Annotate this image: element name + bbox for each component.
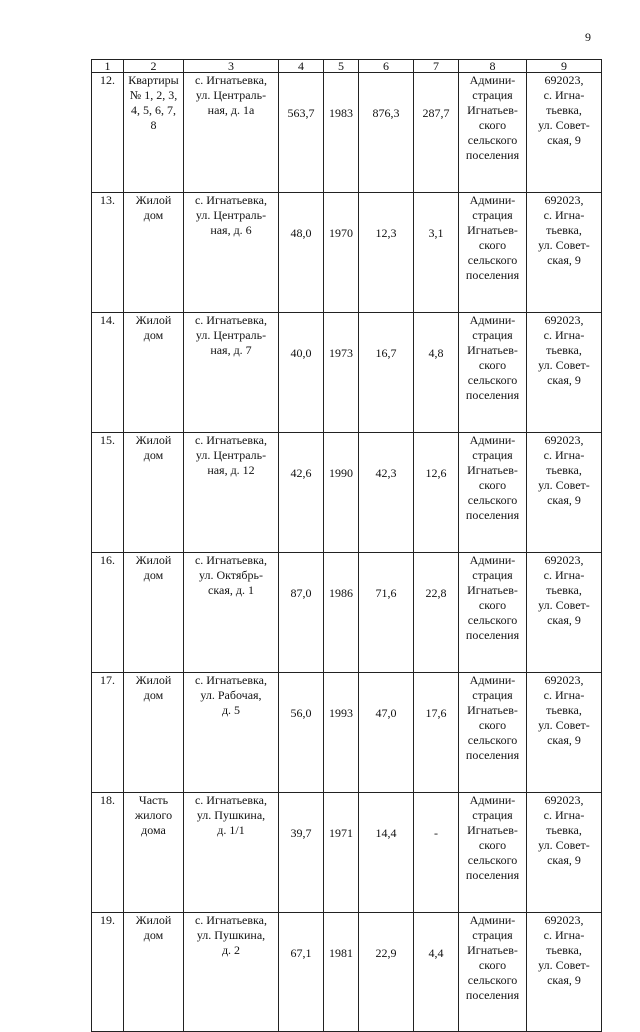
column-6-value: 12,3 <box>359 193 414 313</box>
holder-name-line: страция <box>472 688 513 702</box>
holder-name-line: Игнатьев- <box>467 703 518 717</box>
row-number: 16. <box>92 553 124 673</box>
row-number: 18. <box>92 793 124 913</box>
object-name-line: дом <box>143 208 164 222</box>
column-7-value: 4,8 <box>414 313 459 433</box>
holder-address-line: 692023, <box>544 553 584 567</box>
column-6-value: 22,9 <box>359 913 414 1032</box>
object-address-line: ная, д. 7 <box>210 343 252 357</box>
object-address-line: с. Игнатьевка, <box>194 433 268 447</box>
object-address <box>184 313 279 433</box>
holder-address-line: ская, 9 <box>547 253 581 267</box>
object-address-line: с. Игнатьевка, <box>194 313 268 327</box>
holder-address-line: ул. Совет- <box>538 958 590 972</box>
column-header: 1 <box>92 60 124 73</box>
table-row <box>92 73 602 193</box>
column-6-value: 16,7 <box>359 313 414 433</box>
column-6-value: 876,3 <box>359 73 414 193</box>
holder-address-line: тьевка, <box>546 583 582 597</box>
object-address-line: д. 1/1 <box>217 823 245 837</box>
holder-address-line: ул. Совет- <box>538 478 590 492</box>
object-name <box>124 193 184 313</box>
object-address-line: ул. Октябрь- <box>199 568 263 582</box>
holder-address <box>527 193 602 313</box>
object-address-line: д. 2 <box>221 943 241 957</box>
column-header: 4 <box>279 60 324 73</box>
object-name-line: дом <box>143 688 164 702</box>
object-address-line: ная, д. 12 <box>207 463 255 477</box>
object-address-line: ная, д. 6 <box>210 223 252 237</box>
holder-address-line: 692023, <box>544 73 584 87</box>
object-name-line: Жилой <box>135 313 172 327</box>
object-address-line: д. 5 <box>221 703 241 717</box>
holder-name-line: ского <box>478 478 507 492</box>
holder-name-line: поселения <box>465 628 520 642</box>
holder-address <box>527 673 602 793</box>
object-address-line: с. Игнатьевка, <box>194 193 268 207</box>
column-7-value: 4,4 <box>414 913 459 1032</box>
holder-address-line: тьевка, <box>546 223 582 237</box>
object-address-line: ул. Централь- <box>195 328 267 342</box>
holder-name-line: ского <box>478 958 507 972</box>
table-body <box>92 60 602 1032</box>
holder-name-line: Игнатьев- <box>467 823 518 837</box>
holder-address-line: ская, 9 <box>547 973 581 987</box>
holder-address-line: ская, 9 <box>547 133 581 147</box>
object-name-line: Жилой <box>135 553 172 567</box>
holder-address-line: ская, 9 <box>547 493 581 507</box>
object-address-line: ул. Пушкина, <box>196 928 266 942</box>
object-name-line: дом <box>143 328 164 342</box>
table-row <box>92 793 602 913</box>
holder-name-line: Админи- <box>469 433 516 447</box>
object-address-line: ская, д. 1 <box>208 583 254 597</box>
holder-name-line: страция <box>472 808 513 822</box>
object-name <box>124 73 184 193</box>
holder-address-line: ская, 9 <box>547 613 581 627</box>
holder-name-line: Админи- <box>469 553 516 567</box>
object-address <box>184 673 279 793</box>
holder-address-line: тьевка, <box>546 103 582 117</box>
holder-name-line: Админи- <box>469 673 516 687</box>
row-number: 14. <box>92 313 124 433</box>
holder-address-line: ул. Совет- <box>538 718 590 732</box>
holder-name <box>459 433 527 553</box>
year-value: 1981 <box>324 913 359 1032</box>
object-name-line: дома <box>141 823 166 837</box>
area-value: 40,0 <box>279 313 324 433</box>
holder-address-line: с. Игна- <box>543 208 585 222</box>
holder-name-line: страция <box>472 448 513 462</box>
page-number: 9 <box>585 30 591 44</box>
column-7-value: 22,8 <box>414 553 459 673</box>
holder-name-line: Админи- <box>469 793 516 807</box>
holder-name-line: сельского <box>467 733 518 747</box>
area-value: 87,0 <box>279 553 324 673</box>
object-address-line: с. Игнатьевка, <box>194 73 268 87</box>
row-number: 13. <box>92 193 124 313</box>
holder-name-line: сельского <box>467 853 518 867</box>
holder-address-line: 692023, <box>544 793 584 807</box>
holder-name-line: Игнатьев- <box>467 223 518 237</box>
object-name-line: Квартиры <box>128 73 179 87</box>
object-name-line: 8 <box>150 118 157 132</box>
object-address <box>184 913 279 1032</box>
holder-name-line: сельского <box>467 973 518 987</box>
holder-name-line: поселения <box>465 868 520 882</box>
holder-name-line: Игнатьев- <box>467 583 518 597</box>
holder-name-line: Админи- <box>469 913 516 927</box>
object-address-line: с. Игнатьевка, <box>194 793 268 807</box>
holder-name-line: сельского <box>467 613 518 627</box>
column-7-value: 12,6 <box>414 433 459 553</box>
holder-name-line: ского <box>478 838 507 852</box>
object-name-line: Жилой <box>135 433 172 447</box>
holder-name-line: страция <box>472 208 513 222</box>
area-value: 56,0 <box>279 673 324 793</box>
area-value: 48,0 <box>279 193 324 313</box>
holder-address-line: ул. Совет- <box>538 118 590 132</box>
holder-address-line: 692023, <box>544 193 584 207</box>
object-address <box>184 433 279 553</box>
column-header: 5 <box>324 60 359 73</box>
object-name-line: Жилой <box>135 193 172 207</box>
object-address-line: ная, д. 1а <box>207 103 255 117</box>
object-address <box>184 73 279 193</box>
object-name <box>124 313 184 433</box>
year-value: 1973 <box>324 313 359 433</box>
property-registry-table <box>91 59 602 1032</box>
row-number: 12. <box>92 73 124 193</box>
object-name <box>124 673 184 793</box>
holder-address-line: с. Игна- <box>543 928 585 942</box>
column-header: 9 <box>527 60 602 73</box>
holder-name <box>459 313 527 433</box>
holder-name-line: поселения <box>465 388 520 402</box>
table-row <box>92 553 602 673</box>
area-value: 67,1 <box>279 913 324 1032</box>
object-name-line: жилого <box>134 808 173 822</box>
holder-address-line: ская, 9 <box>547 373 581 387</box>
holder-address <box>527 73 602 193</box>
holder-name-line: Админи- <box>469 73 516 87</box>
column-6-value: 71,6 <box>359 553 414 673</box>
holder-name-line: Игнатьев- <box>467 943 518 957</box>
holder-address-line: тьевка, <box>546 343 582 357</box>
object-address <box>184 793 279 913</box>
holder-name-line: сельского <box>467 253 518 267</box>
holder-name-line: Игнатьев- <box>467 343 518 357</box>
holder-name-line: ского <box>478 718 507 732</box>
holder-address-line: 692023, <box>544 313 584 327</box>
holder-name-line: Админи- <box>469 313 516 327</box>
object-address-line: с. Игнатьевка, <box>194 913 268 927</box>
holder-address-line: ул. Совет- <box>538 838 590 852</box>
row-number: 19. <box>92 913 124 1032</box>
holder-name-line: Игнатьев- <box>467 103 518 117</box>
holder-address-line: с. Игна- <box>543 88 585 102</box>
object-name-line: дом <box>143 448 164 462</box>
holder-address <box>527 313 602 433</box>
holder-address-line: 692023, <box>544 673 584 687</box>
object-name-line: Часть <box>138 793 169 807</box>
object-name-line: 4, 5, 6, 7, <box>131 103 176 117</box>
holder-name-line: ского <box>478 598 507 612</box>
holder-address-line: с. Игна- <box>543 808 585 822</box>
column-6-value: 42,3 <box>359 433 414 553</box>
holder-name-line: поселения <box>465 988 520 1002</box>
object-address-line: ул. Пушкина, <box>196 808 266 822</box>
column-header: 7 <box>414 60 459 73</box>
object-address-line: с. Игнатьевка, <box>194 673 268 687</box>
holder-name-line: страция <box>472 928 513 942</box>
holder-name-line: ского <box>478 238 507 252</box>
holder-address <box>527 793 602 913</box>
table-row <box>92 913 602 1032</box>
area-value: 563,7 <box>279 73 324 193</box>
column-7-value: 3,1 <box>414 193 459 313</box>
table-row <box>92 193 602 313</box>
object-name <box>124 793 184 913</box>
holder-address-line: тьевка, <box>546 943 582 957</box>
holder-address-line: с. Игна- <box>543 688 585 702</box>
table-row <box>92 313 602 433</box>
holder-name <box>459 193 527 313</box>
holder-address-line: с. Игна- <box>543 328 585 342</box>
holder-address-line: ул. Совет- <box>538 598 590 612</box>
object-address-line: ул. Централь- <box>195 208 267 222</box>
column-6-value: 14,4 <box>359 793 414 913</box>
object-name-line: Жилой <box>135 673 172 687</box>
object-address-line: ул. Централь- <box>195 448 267 462</box>
object-name-line: № 1, 2, 3, <box>129 88 178 102</box>
object-address-line: с. Игнатьевка, <box>194 553 268 567</box>
holder-name-line: страция <box>472 328 513 342</box>
object-address <box>184 193 279 313</box>
holder-name-line: сельского <box>467 373 518 387</box>
column-header: 2 <box>124 60 184 73</box>
holder-address-line: тьевка, <box>546 703 582 717</box>
holder-address-line: ул. Совет- <box>538 238 590 252</box>
holder-name <box>459 553 527 673</box>
object-address <box>184 553 279 673</box>
holder-address-line: тьевка, <box>546 823 582 837</box>
holder-name-line: поселения <box>465 748 520 762</box>
holder-name-line: ского <box>478 358 507 372</box>
holder-name-line: поселения <box>465 148 520 162</box>
holder-address-line: ул. Совет- <box>538 358 590 372</box>
holder-name <box>459 673 527 793</box>
object-address-line: ул. Централь- <box>195 88 267 102</box>
holder-address-line: ская, 9 <box>547 853 581 867</box>
holder-name-line: Админи- <box>469 193 516 207</box>
holder-name-line: ского <box>478 118 507 132</box>
holder-address-line: с. Игна- <box>543 568 585 582</box>
area-value: 39,7 <box>279 793 324 913</box>
row-number: 15. <box>92 433 124 553</box>
column-header: 3 <box>184 60 279 73</box>
column-header: 6 <box>359 60 414 73</box>
holder-name-line: поселения <box>465 268 520 282</box>
year-value: 1993 <box>324 673 359 793</box>
column-7-value: - <box>414 793 459 913</box>
object-name-line: дом <box>143 568 164 582</box>
object-name-line: дом <box>143 928 164 942</box>
year-value: 1983 <box>324 73 359 193</box>
column-7-value: 287,7 <box>414 73 459 193</box>
year-value: 1971 <box>324 793 359 913</box>
holder-name-line: сельского <box>467 133 518 147</box>
year-value: 1970 <box>324 193 359 313</box>
holder-address <box>527 913 602 1032</box>
holder-address <box>527 433 602 553</box>
column-7-value: 17,6 <box>414 673 459 793</box>
holder-address-line: 692023, <box>544 433 584 447</box>
object-address-line: ул. Рабочая, <box>200 688 262 702</box>
holder-name <box>459 73 527 193</box>
holder-name-line: сельского <box>467 493 518 507</box>
holder-name <box>459 913 527 1032</box>
holder-address-line: тьевка, <box>546 463 582 477</box>
table-row <box>92 673 602 793</box>
holder-name-line: поселения <box>465 508 520 522</box>
holder-name <box>459 793 527 913</box>
year-value: 1986 <box>324 553 359 673</box>
row-number: 17. <box>92 673 124 793</box>
column-6-value: 47,0 <box>359 673 414 793</box>
object-name <box>124 553 184 673</box>
holder-address-line: 692023, <box>544 913 584 927</box>
holder-name-line: Игнатьев- <box>467 463 518 477</box>
column-header: 8 <box>459 60 527 73</box>
holder-address-line: ская, 9 <box>547 733 581 747</box>
object-name <box>124 913 184 1032</box>
object-name-line: Жилой <box>135 913 172 927</box>
column-number-row <box>92 60 602 73</box>
holder-address-line: с. Игна- <box>543 448 585 462</box>
area-value: 42,6 <box>279 433 324 553</box>
holder-name-line: страция <box>472 88 513 102</box>
object-name <box>124 433 184 553</box>
table-row <box>92 433 602 553</box>
holder-name-line: страция <box>472 568 513 582</box>
year-value: 1990 <box>324 433 359 553</box>
holder-address <box>527 553 602 673</box>
